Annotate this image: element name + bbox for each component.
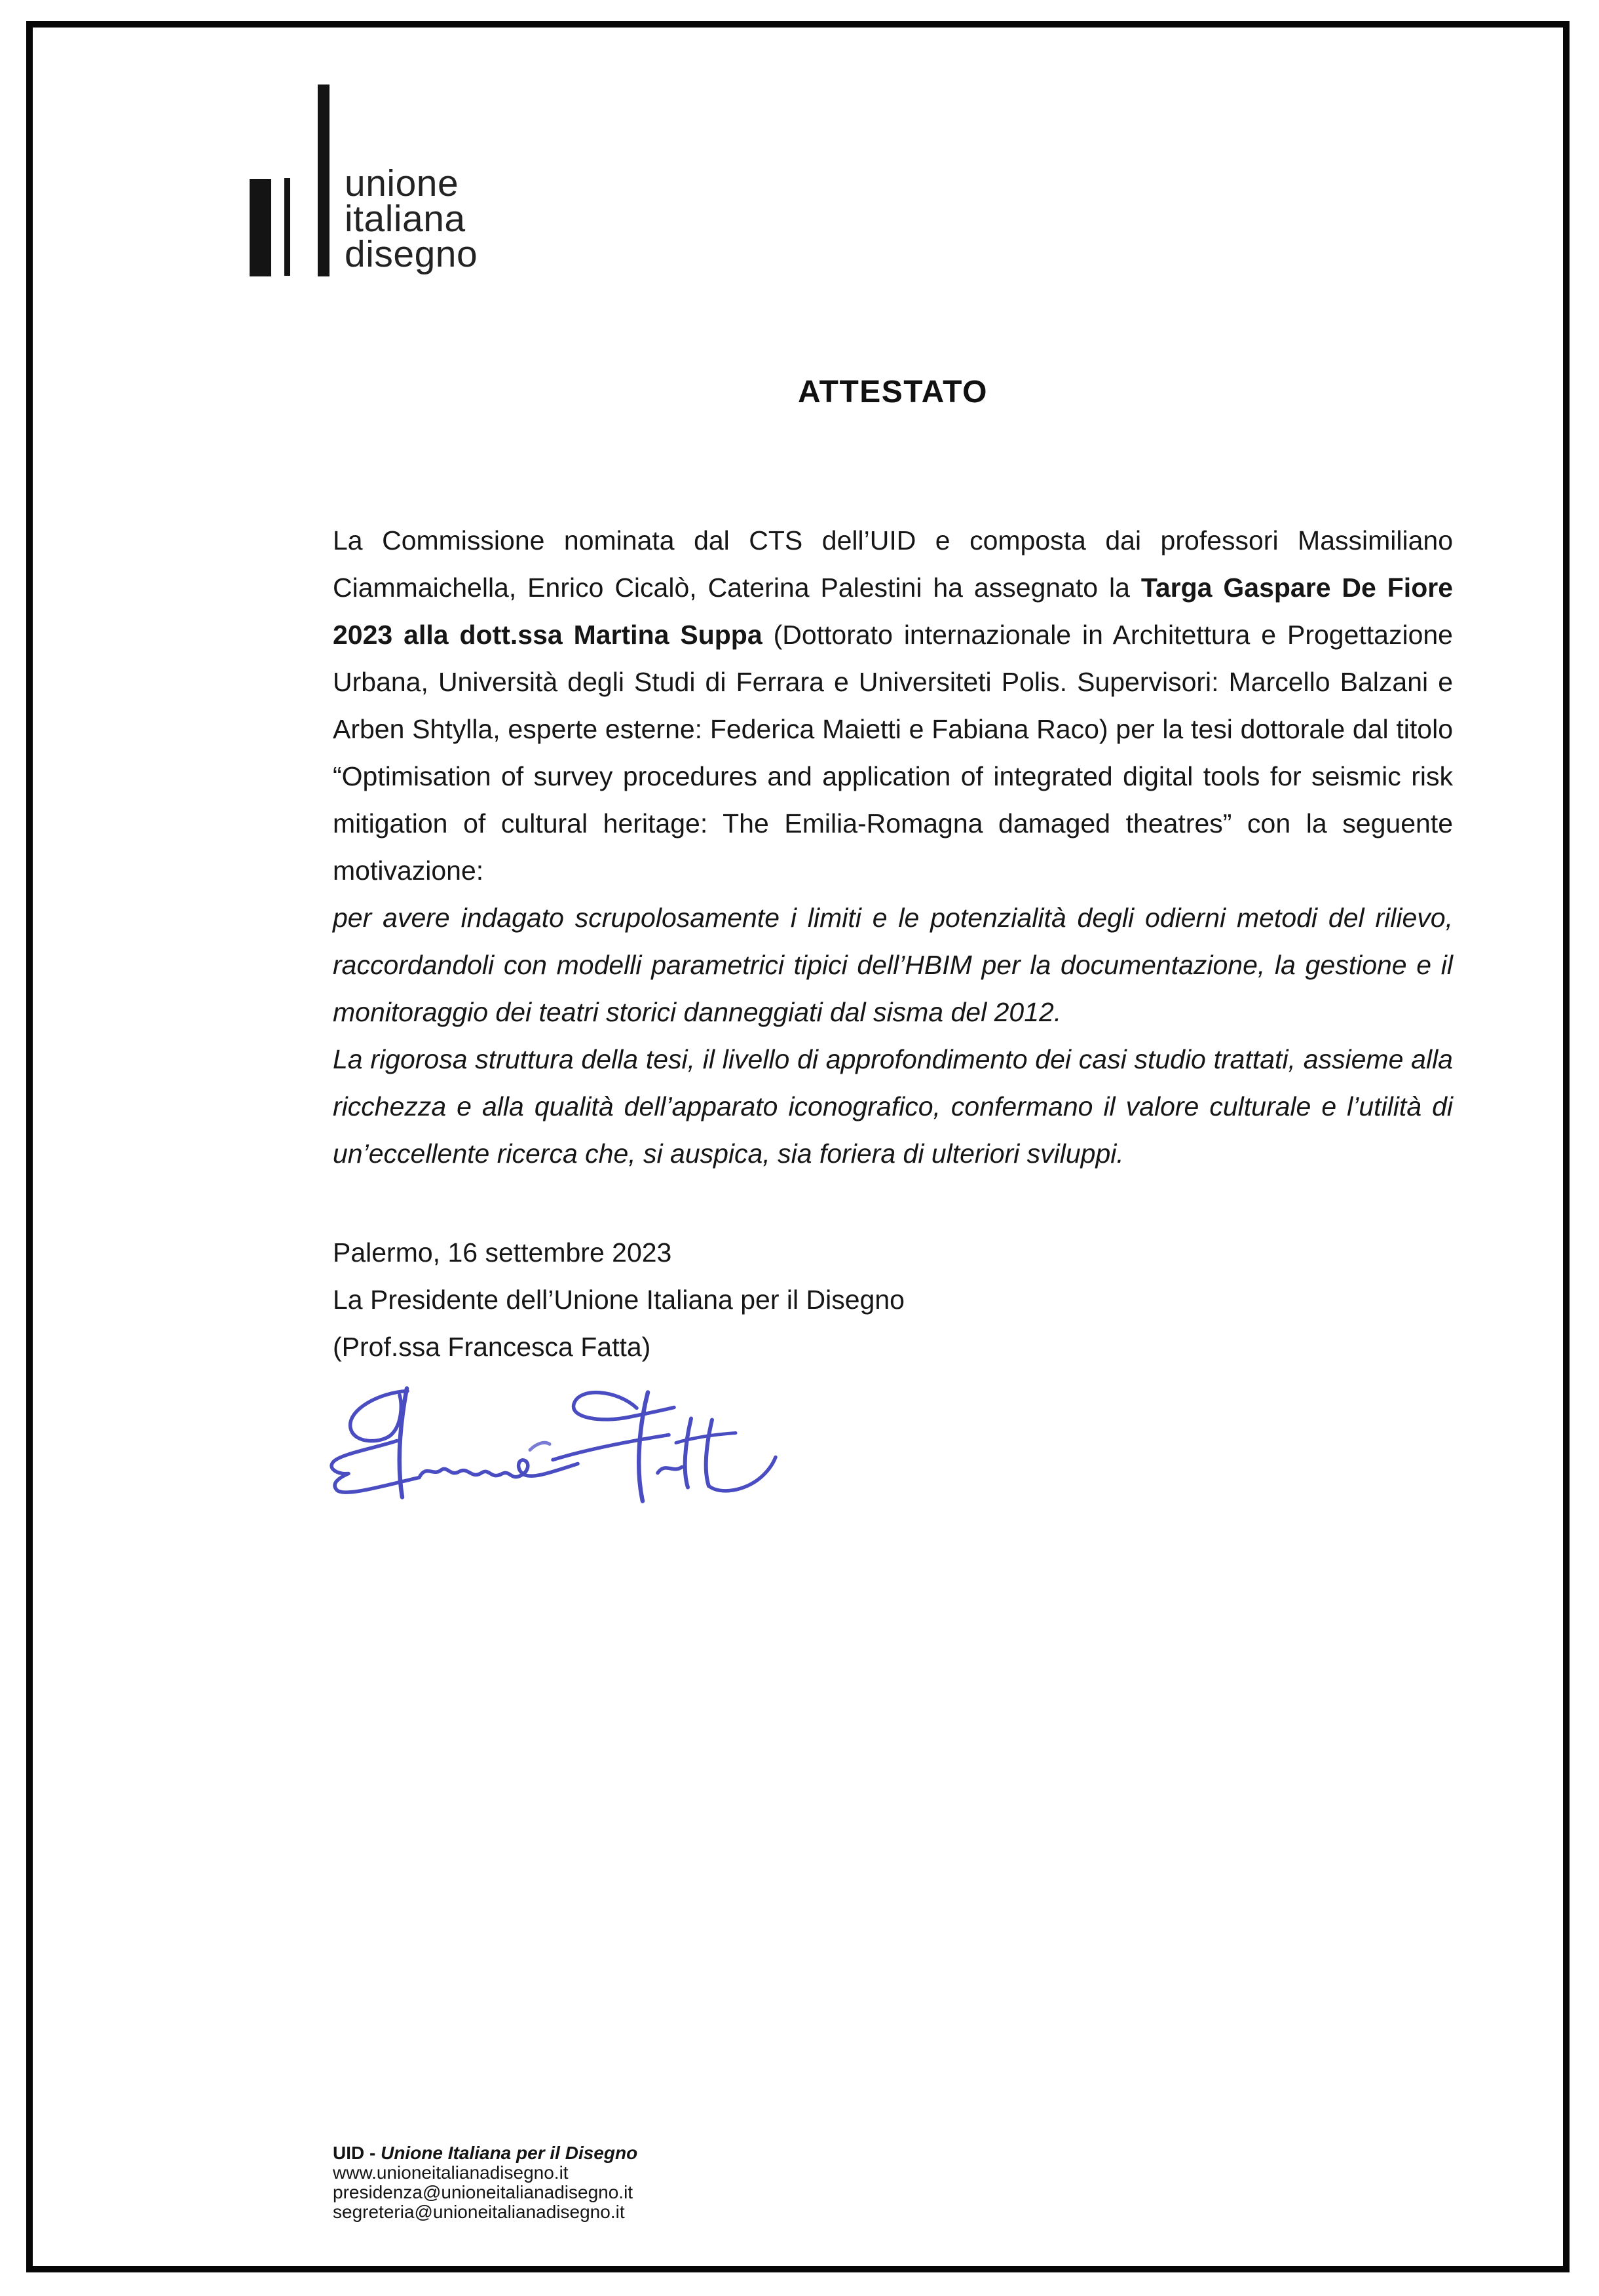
- signature-stroke: [685, 1419, 691, 1488]
- footer-org-full: Unione Italiana per il Disegno: [381, 2143, 638, 2163]
- signature-stroke: [331, 1441, 419, 1493]
- signature-stroke: [709, 1458, 776, 1491]
- logo-wordmark: [345, 162, 478, 275]
- logo-bar-icon: [318, 85, 329, 276]
- footer-org-abbr: UID -: [333, 2143, 381, 2163]
- award-name-bold: Targa Gaspare De Fiore 2023 alla dott.ssa Martina Suppa: [333, 573, 1453, 650]
- award-text-lead: La Commissione nominata dal CTS dell’UID e composta dai professori Massimiliano Ciammaichella, Enrico Cicalò, Caterina Palestini ha assegnato la: [333, 525, 1453, 603]
- footer-website: www.unioneitalianadisegno.it: [333, 2162, 569, 2183]
- signer-role: La Presidente dell’Unione Italiana per il Disegno: [333, 1285, 905, 1315]
- place-date: Palermo, 16 settembre 2023: [333, 1237, 672, 1268]
- signature-stroke: [419, 1460, 578, 1478]
- motivation-paragraph-2: La rigorosa struttura della tesi, il livello di approfondimento dei casi studio trattati, assieme alla ricchezza e alla qualità dell’apparato iconografico, confermano il valore culturale e l’utilità di un’eccellente ricerca che, si auspica, sia foriera di ulteriori sviluppi.: [333, 1044, 1453, 1169]
- signature-stroke: [574, 1393, 674, 1420]
- logo-word-line: italiana: [345, 198, 466, 240]
- award-paragraph: [333, 517, 1453, 894]
- logo-word-line: unione: [345, 162, 459, 204]
- signature-stroke: [706, 1420, 712, 1486]
- motivation-paragraph-1: per avere indagato scrupolosamente i limiti e le potenzialità degli odierni metodi del rilievo, raccordandoli con modelli parametrici tipici dell’HBIM per la documentazione, la gestione e il monitoraggio dei teatri storici danneggiati dal sisma del 2012.: [333, 903, 1453, 1027]
- footer-block: [333, 2143, 1453, 2222]
- document-body: [333, 517, 1453, 1177]
- signature-stroke: [639, 1393, 648, 1501]
- award-text-trail: (Dottorato internazionale in Architettura e Progettazione Urbana, Università degli Studi di Ferrara e Universiteti Polis. Supervisori: Marcello Balzani e Arben Shtylla, esperte esterne: Federica Maietti e Fabiana Raco) per la tesi dottorale dal titolo “Optimisation of survey procedures and application of integrated digital tools for seismic risk mitigation of cultural heritage: The Emilia-Romagna damaged theatres” con la seguente motivazione:: [333, 620, 1453, 886]
- logo-word-line: disegno: [345, 233, 478, 275]
- document-title: ATTESTATO: [798, 375, 988, 409]
- signature-stroke: [553, 1435, 669, 1460]
- signature-stroke: [530, 1442, 550, 1450]
- footer-email-secretary: segreteria@unioneitalianadisegno.it: [333, 2202, 625, 2222]
- closing-block: [333, 1229, 1453, 1370]
- signature-stroke: [658, 1467, 682, 1473]
- logo-bar-icon: [250, 179, 271, 276]
- signer-name: (Prof.ssa Francesca Fatta): [333, 1332, 651, 1362]
- uid-logo: [250, 85, 525, 288]
- footer-email-presidency: presidenza@unioneitalianadisegno.it: [333, 2182, 633, 2202]
- logo-bar-icon: [284, 178, 290, 276]
- signature-image: [320, 1379, 778, 1520]
- footer-org-line: [333, 2143, 1453, 2163]
